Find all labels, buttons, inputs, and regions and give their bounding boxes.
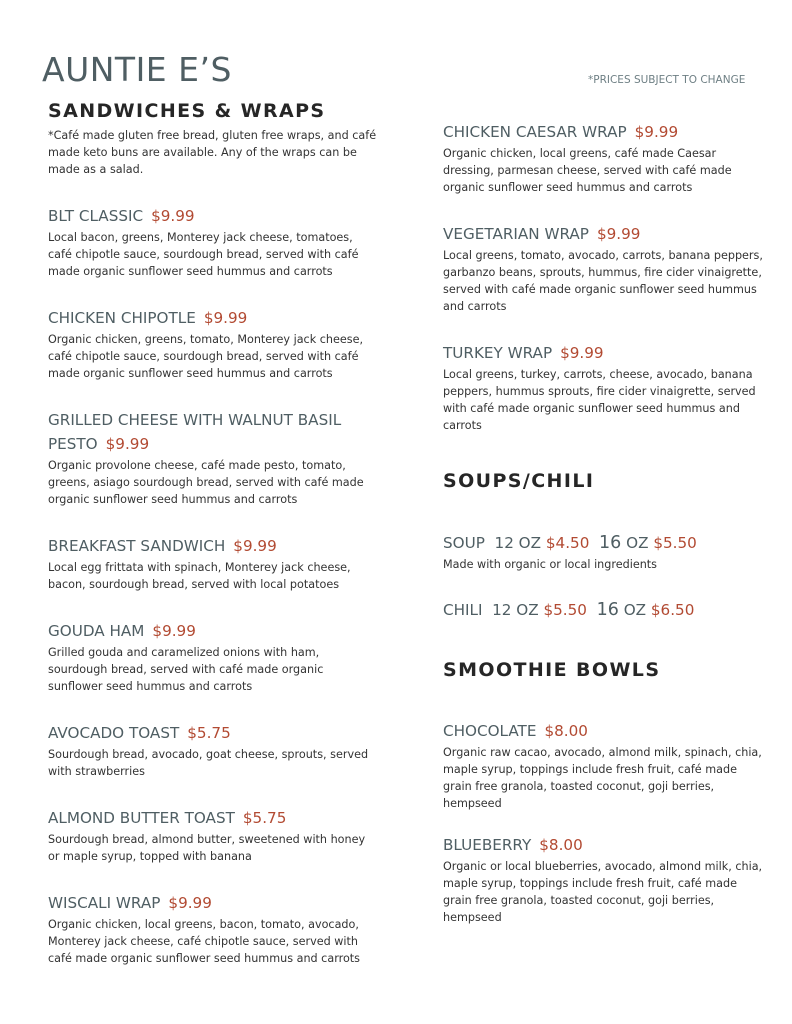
menu-item-soup bbox=[443, 531, 763, 573]
menu-item-chili bbox=[443, 598, 763, 622]
item-name: AVOCADO TOAST bbox=[48, 724, 180, 742]
menu-item-wiscali-wrap bbox=[48, 891, 378, 967]
smoothies-section bbox=[443, 659, 763, 686]
item-price: $9.99 bbox=[560, 344, 604, 362]
item-price: $5.50 bbox=[543, 601, 587, 619]
item-name: BLT CLASSIC bbox=[48, 207, 144, 225]
menu-item-blt-classic bbox=[48, 204, 378, 280]
item-description: Made with organic or local ingredients bbox=[443, 558, 658, 571]
item-description: Organic raw cacao, avocado, almond milk, spinach, chia, maple syrup, toppings include fresh fruit, café made grain free granola, toasted coconut, goji berries, hempseed bbox=[443, 746, 762, 810]
item-name: GOUDA HAM bbox=[48, 622, 145, 640]
item-price: $5.75 bbox=[187, 724, 231, 742]
item-price: $9.99 bbox=[168, 894, 212, 912]
item-price: $9.99 bbox=[151, 207, 195, 225]
menu-item-chicken-caesar-wrap bbox=[443, 120, 763, 196]
item-price: $9.99 bbox=[152, 622, 196, 640]
item-description: Local greens, turkey, carrots, cheese, avocado, banana peppers, hummus sprouts, fire cider vinaigrette, served with café made organic sunflower seed hummus and carrots bbox=[443, 368, 756, 432]
item-size-unit: OZ bbox=[626, 534, 649, 552]
item-size: 16 bbox=[596, 600, 619, 620]
item-description: Organic provolone cheese, café made pesto, tomato, greens, asiago sourdough bread, served with café made organic sunflower seed hummus and carrots bbox=[48, 459, 364, 506]
item-description: Organic chicken, greens, tomato, Monterey jack cheese, café chipotle sauce, sourdough bread, served with café made organic sunflower seed hummus and carrots bbox=[48, 333, 364, 380]
item-description: Grilled gouda and caramelized onions with ham, sourdough bread, served with café made organic sunflower seed hummus and carrots bbox=[48, 646, 324, 693]
section-heading-soups: SOUPS/CHILI bbox=[443, 470, 595, 492]
section-heading-sandwiches: SANDWICHES & WRAPS bbox=[48, 100, 326, 122]
menu-item-breakfast-sandwich bbox=[48, 534, 378, 593]
item-description: Organic or local blueberries, avocado, almond milk, chia, maple syrup, toppings include fresh fruit, café made grain free granola, toasted coconut, goji berries, hempseed bbox=[443, 860, 763, 924]
item-name: BREAKFAST SANDWICH bbox=[48, 537, 226, 555]
item-name: ALMOND BUTTER TOAST bbox=[48, 809, 235, 827]
item-name: CHICKEN CAESAR WRAP bbox=[443, 123, 627, 141]
item-price: $8.00 bbox=[544, 722, 588, 740]
item-price: $9.99 bbox=[596, 225, 641, 243]
menu-item-vegetarian-wrap bbox=[443, 222, 763, 315]
item-description: Organic chicken, local greens, café made Caesar dressing, parmesan cheese, served with café made organic sunflower seed hummus and carrots bbox=[443, 147, 732, 194]
item-description: Local egg frittata with spinach, Monterey jack cheese, bacon, sourdough bread, served with local potatoes bbox=[48, 561, 351, 591]
item-name: WISCALI WRAP bbox=[48, 894, 161, 912]
menu-item-almond-butter-toast bbox=[48, 806, 378, 865]
sandwiches-section bbox=[48, 100, 378, 967]
item-price: $4.50 bbox=[545, 534, 590, 552]
item-size-unit: OZ bbox=[623, 601, 647, 619]
sandwiches-note: *Café made gluten free bread, gluten free wraps, and café made keto buns are available. Any of the wraps can be made as a salad. bbox=[48, 129, 377, 176]
section-heading-smoothies: SMOOTHIE BOWLS bbox=[443, 659, 661, 681]
item-description: Local bacon, greens, Monterey jack cheese, tomatoes, café chipotle sauce, sourdough bread, served with café made organic sunflower seed hummus and carrots bbox=[48, 231, 359, 278]
menu-item-grilled-cheese bbox=[48, 408, 378, 508]
item-price: $9.99 bbox=[105, 435, 150, 453]
item-name: SOUP bbox=[443, 534, 485, 552]
menu-item-chicken-chipotle bbox=[48, 306, 378, 382]
item-size: 12 OZ bbox=[494, 534, 542, 552]
item-name: TURKEY WRAP bbox=[443, 344, 553, 362]
item-name: CHICKEN CHIPOTLE bbox=[48, 309, 196, 327]
item-price: $9.99 bbox=[634, 123, 679, 141]
item-name: VEGETARIAN WRAP bbox=[443, 225, 589, 243]
item-size: 12 OZ bbox=[492, 601, 539, 619]
item-price: $9.99 bbox=[203, 309, 248, 327]
item-price: $8.00 bbox=[539, 836, 583, 854]
price-note: *PRICES SUBJECT TO CHANGE bbox=[588, 74, 746, 86]
page-title: AUNTIE E’S bbox=[42, 50, 232, 89]
menu-item-turkey-wrap bbox=[443, 341, 763, 434]
menu-item-avocado-toast bbox=[48, 721, 378, 780]
item-price: $9.99 bbox=[233, 537, 277, 555]
item-name: CHILI bbox=[443, 601, 483, 619]
menu-item-gouda-ham bbox=[48, 619, 378, 695]
wraps-section bbox=[443, 120, 763, 434]
item-price: $5.75 bbox=[242, 809, 287, 827]
item-description: Sourdough bread, almond butter, sweetened with honey or maple syrup, topped with banana bbox=[48, 833, 366, 863]
item-description: Sourdough bread, avocado, goat cheese, sprouts, served with strawberries bbox=[48, 748, 369, 778]
item-description: Organic chicken, local greens, bacon, tomato, avocado, Monterey jack cheese, café chipotle sauce, served with café made organic sunflower seed hummus and carrots bbox=[48, 918, 361, 965]
item-description: Local greens, tomato, avocado, carrots, banana peppers, garbanzo beans, sprouts, hummus, fire cider vinaigrette, served with café made organic sunflower seed hummus and carrots bbox=[443, 249, 763, 313]
item-name: GRILLED CHEESE WITH WALNUT BASIL PESTO bbox=[48, 411, 342, 453]
item-price: $6.50 bbox=[650, 601, 695, 619]
soups-section bbox=[443, 470, 763, 497]
item-name: CHOCOLATE bbox=[443, 722, 537, 740]
item-price: $5.50 bbox=[653, 534, 697, 552]
menu-item-blueberry bbox=[443, 833, 763, 926]
item-size: 16 bbox=[599, 533, 622, 553]
menu-item-chocolate bbox=[443, 719, 763, 812]
item-name: BLUEBERRY bbox=[443, 836, 532, 854]
